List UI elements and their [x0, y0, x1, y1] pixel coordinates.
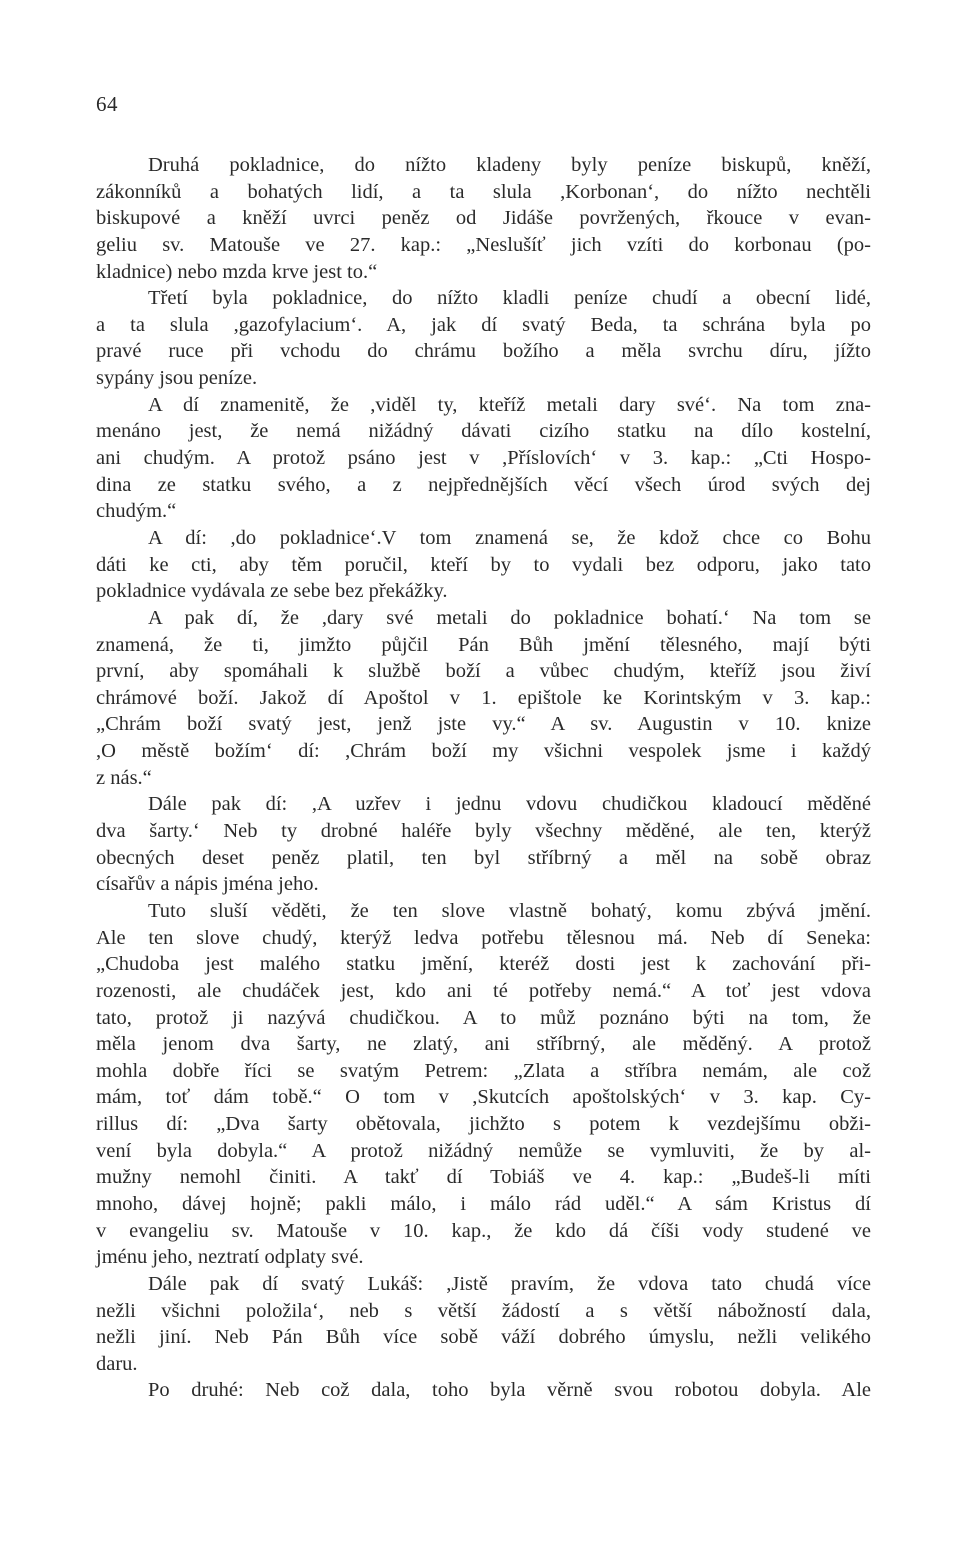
- text-line: první, aby spomáhali k službě boží a vůbec chudým, kteříž jsou živí: [96, 660, 871, 683]
- text-line: Tuto sluší věděti, že ten slove vlastně bohatý, komu zbývá jmění.: [148, 899, 871, 922]
- text-line: daru.: [96, 1352, 138, 1375]
- text-line: A pak dí, že ,dary své metali do pokladnice bohatí.‘ Na tom se: [148, 606, 871, 629]
- text-line: dáti ke cti, aby těm poručil, kteří by to vydali bez odporu, jako tato: [96, 553, 871, 576]
- text-line: kladnice) nebo mzda krve jest to.“: [96, 260, 378, 283]
- text-line: rozenosti, ale chudáček jest, kdo ani té potřeby nemá.“ A toť jest vdova: [96, 979, 871, 1002]
- text-line: jménu jeho, neztratí odplaty své.: [96, 1246, 364, 1269]
- text-line: zákonníků a bohatých lidí, a ta slula ,Korbonan‘, do nížto nechtěli: [96, 180, 871, 203]
- text-line: z nás.“: [96, 766, 152, 789]
- text-line: dina ze statku svého, a z nejpřednějších věcí všech úrod svých dej: [96, 473, 871, 496]
- text-line: v evangeliu sv. Matouše v 10. kap., že kdo dá číši vody studené ve: [96, 1219, 871, 1242]
- text-line: a ta slula ,gazofylacium‘. A, jak dí svatý Beda, ta schrána byla po: [96, 313, 871, 336]
- text-line: mužny nemohl činiti. A takť dí Tobiáš ve 4. kap.: „Budeš-li míti: [96, 1166, 871, 1189]
- text-line: chudým.“: [96, 500, 177, 523]
- text-line: „Chrám boží svatý jest, jenž jste vy.“ A sv. Augustin v 10. knize: [96, 713, 871, 736]
- page-body: [96, 152, 871, 1404]
- text-line: biskupové a kněží uvrci peněz od Jidáše povržených, řkouce v evan-: [96, 207, 871, 230]
- text-line: ,O městě božím‘ dí: ,Chrám boží my všichni vespolek jsme i každý: [96, 740, 871, 763]
- text-line: nežli všichni položila‘, neb s větší žádostí a s větší nábožností dala,: [96, 1299, 871, 1322]
- text-line: „Chudoba jest malého statku jmění, kteréž dosti jest k zachování při-: [96, 953, 871, 976]
- text-line: mám, toť dám tobě.“ O tom v ,Skutcích apoštolských‘ v 3. kap. Cy-: [96, 1086, 871, 1109]
- text-line: Třetí byla pokladnice, do nížto kladli peníze chudí a obecní lidé,: [148, 287, 871, 310]
- text-line: měla jenom dva šarty, ne zlatý, ani stříbrný, ale měděný. A protož: [96, 1033, 871, 1056]
- text-line: dva šarty.‘ Neb ty drobné haléře byly všechny měděné, ale ten, kterýž: [96, 820, 871, 843]
- text-line: obecných deset peněz platil, ten byl stříbrný a měl na sobě obraz: [96, 846, 871, 869]
- text-line: tato, protož ji nazývá chudičkou. A to můž poznáno býti na tom, že: [96, 1006, 871, 1029]
- text-line: Po druhé: Neb což dala, toho byla věrně svou robotou dobyla. Ale: [148, 1379, 871, 1402]
- text-line: znamená, že ti, jimžto půjčil Pán Bůh jmění tělesného, mají býti: [96, 633, 871, 656]
- text-line: chrámové boží. Jakož dí Apoštol v 1. epištole ke Korintským v 3. kap.:: [96, 686, 871, 709]
- text-line: pravé ruce při vchodu do chrámu božího a měla svrchu díru, jížto: [96, 340, 871, 363]
- text-line: Druhá pokladnice, do nížto kladeny byly peníze biskupů, kněží,: [148, 154, 871, 176]
- text-line: rillus dí: „Dva šarty obětovala, jichžto s potem k vezdejšímu obži-: [96, 1113, 871, 1136]
- page-number: 64: [96, 92, 118, 116]
- text-line: nežli jiní. Neb Pán Bůh více sobě váží dobrého úmyslu, nežli velikého: [96, 1326, 871, 1349]
- text-line: vení byla dobyla.“ A protož nižádný nemůže se vymluviti, že by al-: [96, 1139, 871, 1162]
- text-line: Ale ten slove chudý, kterýž ledva potřebu tělesnou má. Neb dí Seneka:: [96, 926, 871, 949]
- text-line: mohla dobře říci se svatým Petrem: „Zlata a stříbra nemám, ale což: [96, 1059, 871, 1082]
- text-line: sypány jsou peníze.: [96, 367, 258, 390]
- text-line: mnoho, dávej hojně; pakli málo, i málo rád uděl.“ A sám Kristus dí: [96, 1192, 871, 1215]
- text-line: A dí znamenitě, že ,viděl ty, kteříž metali dary své‘. Na tom zna-: [148, 393, 871, 416]
- text-line: Dále pak dí svatý Lukáš: ,Jistě pravím, že vdova tato chudá více: [148, 1272, 871, 1295]
- text-line: pokladnice vydávala ze sebe bez překážky.: [96, 580, 448, 603]
- text-line: A dí: ,do pokladnice‘.V tom znamená se, že kdož chce co Bohu: [148, 526, 871, 549]
- text-line: menáno jest, že nemá nižádný dávati cizího statku na dílo kostelní,: [96, 420, 871, 443]
- text-line: ani chudým. A protož psáno jest v ,Příslovích‘ v 3. kap.: „Cti Hospo-: [96, 447, 871, 470]
- text-line: Dále pak dí: ,A uzřev i jednu vdovu chudičkou kladoucí měděné: [148, 793, 871, 816]
- text-line: geliu sv. Matouše ve 27. kap.: „Neslušíť jich vzíti do korbonau (po-: [96, 233, 871, 256]
- text-line: císařův a nápis jména jeho.: [96, 873, 319, 896]
